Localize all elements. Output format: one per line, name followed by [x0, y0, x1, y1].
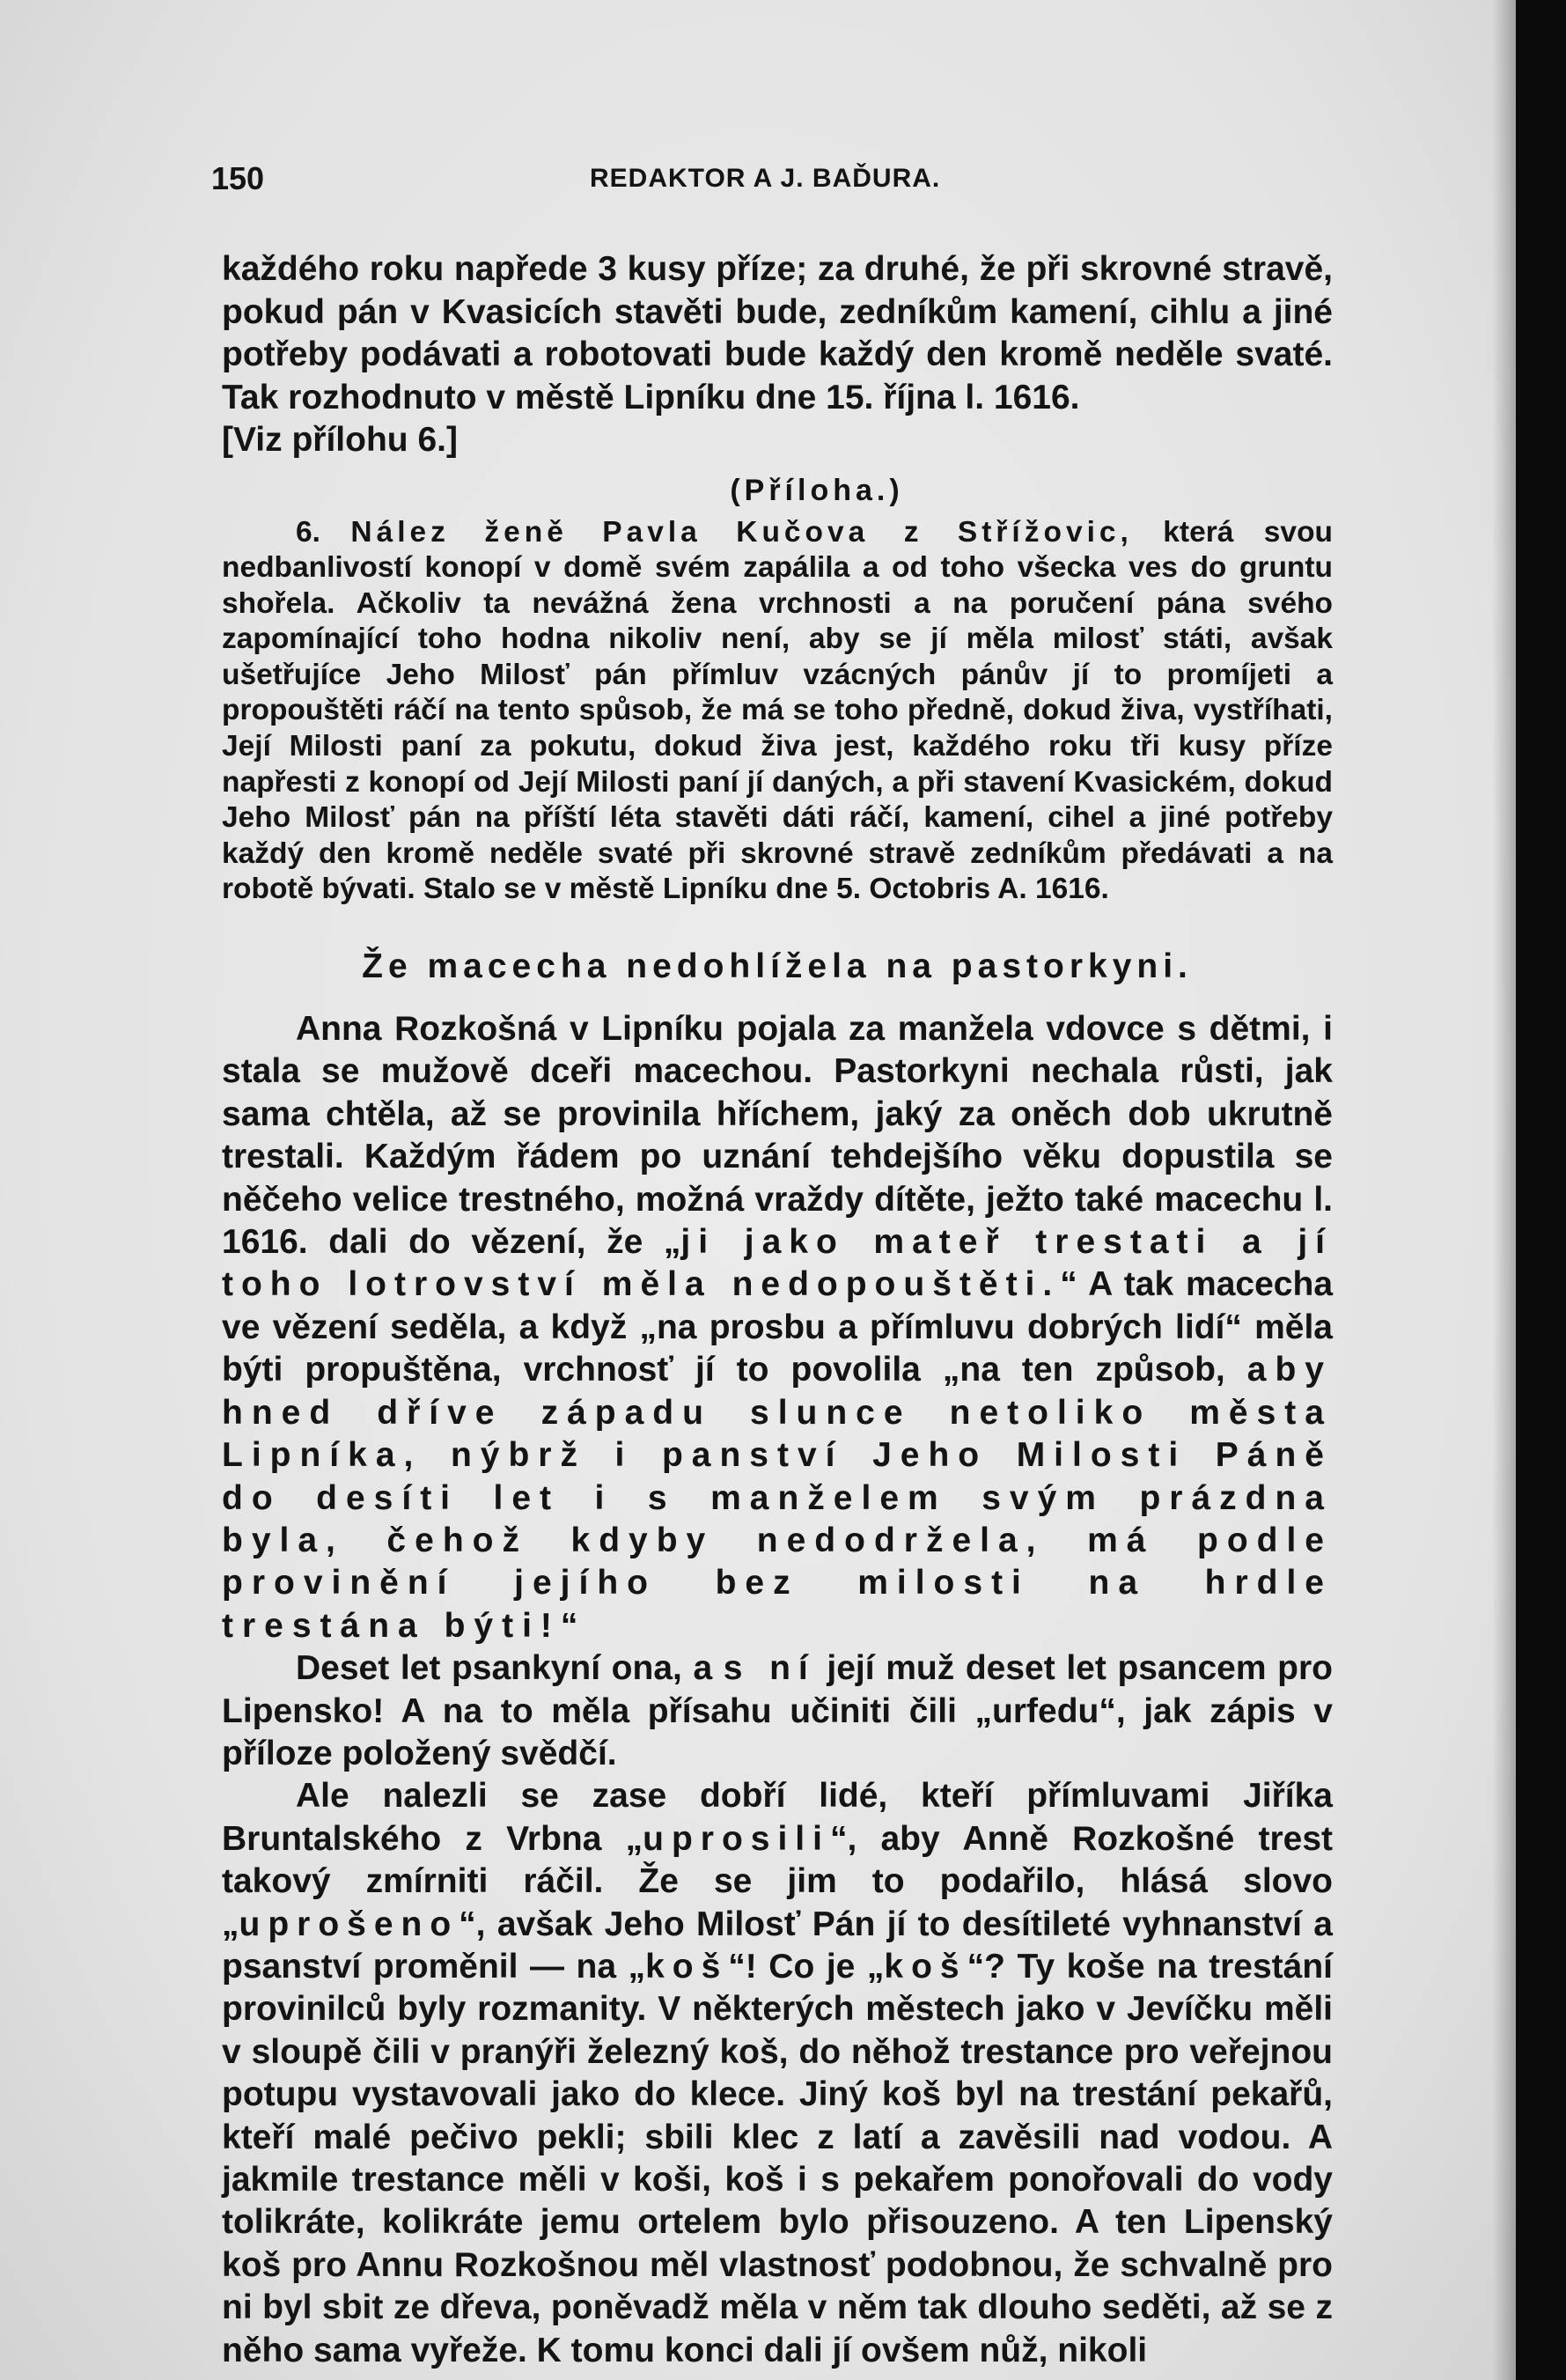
- page-header: [211, 155, 1338, 208]
- appendix-label-text: (Příloha.): [730, 473, 904, 507]
- appendix-label: [222, 469, 1333, 512]
- page-number: 150: [211, 160, 265, 196]
- body-paragraph-2: [222, 1647, 1333, 1775]
- text-block: [222, 248, 1333, 2372]
- running-head: REDAKTOR A J. BAĎURA.: [590, 164, 941, 193]
- spaced-word: koš: [884, 1947, 967, 1986]
- body-text: “? Ty koše na trestání provinilců byly rozmanity. V některých městech jako v Jevíčku měli v sloupě čili v pranýři železný koš, do něhož trestance pro veřejnou potupu vystavovali jako do klece. Jiný koš byl na trestání pekařů, kteří malé pečivo pekli; sbili klec z latí a zavěsili nad vodou. A jakmile trestance měli v koši, koš i s pekařem ponořovali do vody tolikráte, kolikráte jemu ortelem bylo přisouzeno. A ten Lipenský koš pro Annu Rozkošnou měl vlastnosť podobnou, že schvalně pro ni byl sbit ze dřeva, poněvadž měla v něm tak dlouho seděti, až se z něho sama vyřeže. K tomu konci dali jí ovšem nůž, nikoli: [222, 1947, 1333, 2369]
- body-paragraph-3: [222, 1775, 1333, 2372]
- appendix-spaced-title: Nález ženě Pavla Kučova z Střížovic,: [350, 515, 1133, 549]
- appendix-reference: [Viz přílohu 6.]: [222, 421, 458, 459]
- body-paragraph-1: [222, 1008, 1333, 1647]
- spaced-word: uprosili: [643, 1819, 830, 1858]
- body-text: “, avšak Jeho Milosť Pán jí to desítileté vyhnanství a psanství proměnil — na „: [222, 1905, 1333, 1986]
- appendix-text: [222, 515, 1333, 909]
- section-heading: Že macecha nedohlížela na pastorkyni.: [362, 947, 1193, 986]
- page-edge-shadow: [1492, 0, 1516, 2380]
- body-text: “! Co je „: [728, 1947, 885, 1986]
- body-text: “: [560, 1606, 578, 1645]
- body-text: Ale nalezli se zase dobří lidé, kteří přímluvami Jiříka Bruntalského z Vrbna „: [222, 1777, 1333, 1858]
- spaced-word: koš: [645, 1947, 729, 1986]
- body-text: Deset let psankyní ona, a: [296, 1649, 724, 1688]
- appendix-body: která svou nedbanlivostí konopí v domě svém zapálila a od toho všecka ves do gruntu shořela. Ačkoliv ta nevážná žena vrchnosti a na poručení pána svého zapomínající toho hodna nikoliv není, aby se jí měla milosť státi, avšak ušetřujíce Jeho Milosť pán přímluv vzácných pánův jí to promíjeti a propouštěti ráčí na tento spůsob, že má se toho předně, dokud živa, vystříhati, Její Milosti paní za pokutu, dokud živa jest, každého roku tři kusy příze napřesti z konopí od Její Milosti paní jí daných, a při stavení Kvasickém, dokud Jeho Milosť pán na příští léta stavěti dáti ráčí, kamení, cihel a jiné potřeby každý den kromě neděle svaté při skrovné stravě zedníkům předávati a na robotě bývati. Stalo se v městě Lipníku dne 5. Octobris A. 1616.: [222, 515, 1333, 906]
- spaced-quote: ji jako mateř trestati a jí toho lotrovství měla nedopouštěti.: [222, 1223, 1333, 1304]
- appendix-number: 6.: [296, 515, 320, 549]
- spaced-word: s ní: [723, 1649, 816, 1688]
- spaced-word: uprošeno: [239, 1905, 460, 1943]
- paragraph-continuation: každého roku napřede 3 kusy příze; za druhé, že při skrovné stravě, pokud pán v Kvasicích stavěti bude, zedníkům kamení, cihlu a jiné potřeby podávati a robotovati bude každý den kromě neděle svaté. Tak rozhodnuto v městě Lipníku dne 15. října l. 1616.: [222, 250, 1333, 416]
- body-text: “ A tak macecha ve vězení seděla, a když „na prosbu a přímluvu dobrých lidí“ měla býti propuštěna, vrchnosť jí to povolila „na ten způsob,: [222, 1265, 1334, 1389]
- body-text: “, aby Anně Rozkošné trest takový zmírniti ráčil. Že se jim to podařilo, hlásá slovo „: [222, 1819, 1333, 1943]
- spaced-quote: aby hned dříve západu slunce netoliko města Lipníka, nýbrž i panství Jeho Milosti Páně do desíti let i s manželem svým prázdna byla, čehož kdyby nedodržela, má podle provinění jejího bez milosti na hrdle trestána býti!: [222, 1351, 1333, 1645]
- body-text: její muž deset let psancem pro Lipensko! A na to měla přísahu učiniti čili „urfedu“, jak zápis v příloze položený svědčí.: [222, 1649, 1333, 1772]
- body-text: Anna Rozkošná v Lipníku pojala za manžela vdovce s dětmi, i stala se mužově dceři macechou. Pastorkyni nechala růsti, jak sama chtěla, až se provinila hříchem, jaký za oněch dob ukrutně trestali. Každým řádem po uznání tehdejšího věku dopustila se něčeho velice trestného, možná vraždy dítěte, ježto také macechu l. 1616. dali do vězení, že „: [222, 1010, 1333, 1262]
